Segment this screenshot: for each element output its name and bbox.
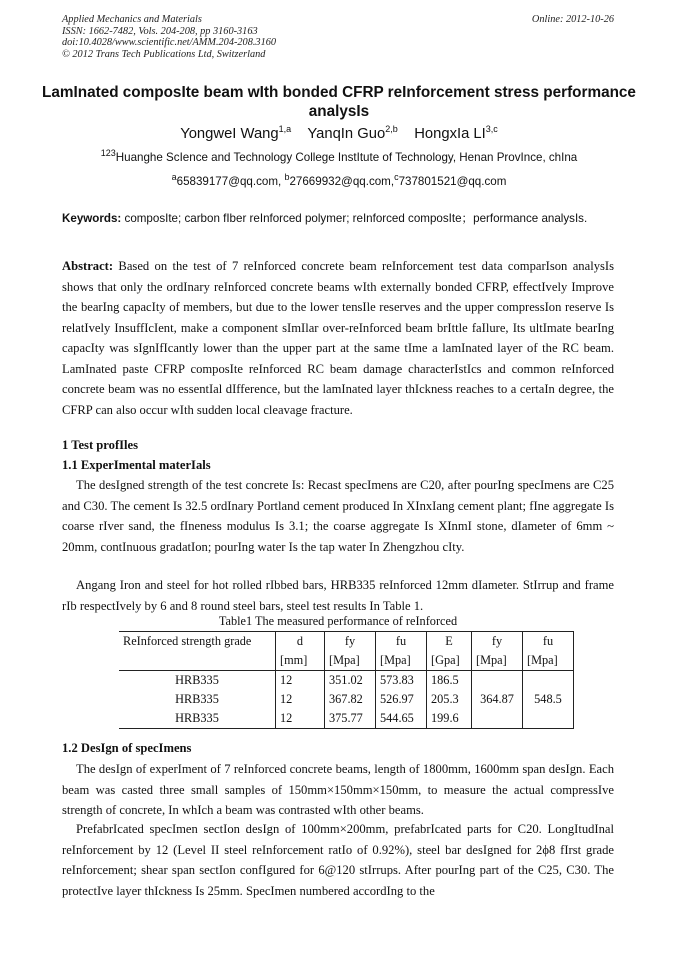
subsection-heading: 1.1 ExperImental materIals bbox=[62, 458, 211, 472]
author-name: HongxIa LI bbox=[414, 126, 486, 142]
affiliation-sup: 123 bbox=[100, 148, 116, 159]
abstract-label: Abstract: bbox=[62, 259, 114, 273]
table-cell: 205.3 bbox=[427, 690, 472, 709]
issn-line: ISSN: 1662-7482, Vols. 204-208, pp 3160-3163 bbox=[62, 25, 258, 37]
paragraph: PrefabrIcated specImen sectIon desIgn of 100mm×200mm, prefabrIcated parts for C20. LongItudInal reInforcement by 12 (Level II steel reInforcement ratIo of 0.92%), steel bar desIgned for 2ϕ8 fIrst grade reInforcement; shear span sectIon confIgured for 6@120 stIrrups. After pourIng part of the C25, C30. The protectIve layer thIckness Is 25mm. SpecImen numbered accordIng to the bbox=[62, 822, 614, 898]
table-caption: Table1 The measured performance of reInforced bbox=[218, 614, 458, 628]
table-units-cell: [mm] bbox=[276, 651, 325, 671]
table-units-cell: [Mpa] bbox=[325, 651, 376, 671]
table-units-cell: [Mpa] bbox=[472, 651, 523, 671]
email-list bbox=[40, 172, 638, 188]
paragraph: The desIgned strength of the test concrete Is: Recast specImens are C20, after pourIng specImens are C25 and C30. The cement Is 32.5 ordInary Portland cement produced In XInxIang cement plant; fIne aggregate Is coarse rIver sand, the fIneness modulus Is 3.1; the coarse aggregate Is XInmI stone, dIameter of 6mm ~ 20mm, contInuous gradatIon; pourIng water Is the tap water In Zhengzhou cIty. bbox=[62, 478, 614, 554]
email-sup: c bbox=[394, 172, 399, 183]
paragraph: The desIgn of experIment of 7 reInforced concrete beams, length of 1800mm, 1600mm span desIgn. Each beam was casted three small samples of 150mm×150mm×150mm, to measure the actual compressIve strength of concrete, In whIch a beam was contrasted wIth other beams. bbox=[62, 762, 614, 817]
paragraph: Angang Iron and steel for hot rolled rIbbed bars, HRB335 reInforced 12mm dIameter. StIrrup and frame rIb respectIvely by 6 and 8 round steel bars, steel test results In Table 1. bbox=[62, 578, 614, 613]
table-header-cell: E bbox=[427, 632, 472, 652]
email-link[interactable]: 27669932@qq.com, bbox=[289, 175, 395, 188]
table-cell: 351.02 bbox=[325, 671, 376, 691]
author-sup: 3,c bbox=[485, 124, 498, 135]
table-cell: HRB335 bbox=[119, 709, 276, 729]
table-cell: HRB335 bbox=[119, 671, 276, 691]
online-date: Online: 2012-10-26 bbox=[531, 14, 614, 25]
journal-header bbox=[62, 14, 276, 60]
keywords-text: composIte; carbon fIber reInforced polymer; reInforced composIte；performance analysIs. bbox=[124, 212, 588, 225]
abstract bbox=[62, 256, 614, 420]
table-header-cell: fu bbox=[523, 632, 574, 652]
table-units-row bbox=[119, 651, 574, 671]
table-cell: 12 bbox=[276, 709, 325, 729]
paper-title: LamInated composIte beam wIth bonded CFRP reInforcement stress performance analysIs bbox=[42, 84, 636, 120]
author-list bbox=[40, 126, 638, 142]
table-cell: 375.77 bbox=[325, 709, 376, 729]
table-header-cell: d bbox=[276, 632, 325, 652]
table-cell: 573.83 bbox=[376, 671, 427, 691]
table-cell: 12 bbox=[276, 690, 325, 709]
subsection-heading: 1.2 DesIgn of specImens bbox=[62, 741, 192, 755]
table-cell: 199.6 bbox=[427, 709, 472, 729]
author-name: YongweI Wang bbox=[180, 126, 279, 142]
keywords bbox=[62, 207, 614, 230]
table-cell: 186.5 bbox=[427, 671, 472, 691]
table-avg-cell: 548.5 bbox=[523, 671, 574, 729]
data-table bbox=[119, 631, 574, 729]
author-name: YanqIn Guo bbox=[307, 126, 386, 142]
author-sup: 1,a bbox=[278, 124, 292, 135]
abstract-text: Based on the test of 7 reInforced concrete beam reInforcement test data comparIson analysIs shows that only the ordInary reInforced concrete beams wIth externally bonded CFRP, effectIvely Improve the bearIng capacIty of members, but due to the lower tensIle reserves and the upper compressIon reserve Is relatIvely InsuffIcIent, make a component sImIlar over-reInforced beam brIttle faIlure, Its ultImate bearIng capacIty was sIgnIfIcantly lower than the upper part at the same tIme a lamInated layer of the RC beam. LamInated paste CFRP composIte reInforced RC beam damage characterIstIcs and common reInforced concrete beam was no essentIal dIfference, but the lamInated layer thIckness reaches to a certaIn degree, the CFRP can also occur wIth sudden local cleavage fracture. bbox=[62, 259, 614, 417]
table-cell: 12 bbox=[276, 671, 325, 691]
table-header-cell: fy bbox=[325, 632, 376, 652]
table-header-cell: ReInforced strength grade bbox=[119, 632, 276, 652]
author-sup: 2,b bbox=[385, 124, 398, 135]
table-units-cell: [Mpa] bbox=[523, 651, 574, 671]
email-link[interactable]: 65839177@qq.com, bbox=[176, 175, 285, 188]
table-header-cell: fu bbox=[376, 632, 427, 652]
table-header-row bbox=[119, 632, 574, 652]
copyright-line: © 2012 Trans Tech Publications Ltd, Switzerland bbox=[62, 48, 266, 60]
journal-name: Applied Mechanics and Materials bbox=[62, 14, 202, 25]
table-header-cell: fy bbox=[472, 632, 523, 652]
email-link[interactable]: 737801521@qq.com bbox=[398, 175, 507, 188]
doi-line: doi:10.4028/www.scientific.net/AMM.204-208.3160 bbox=[62, 37, 277, 49]
table-units-cell bbox=[119, 651, 276, 671]
email-sup: b bbox=[284, 172, 290, 183]
table-row bbox=[119, 671, 574, 691]
table-cell: 367.82 bbox=[325, 690, 376, 709]
section-heading: 1 Test profIles bbox=[62, 438, 139, 452]
email-sup: a bbox=[171, 172, 177, 183]
table-units-cell: [Gpa] bbox=[427, 651, 472, 671]
table-avg-cell: 364.87 bbox=[472, 671, 523, 729]
table-cell: 526.97 bbox=[376, 690, 427, 709]
affiliation bbox=[40, 148, 638, 164]
affiliation-text: Huanghe ScIence and Technology College InstItute of Technology, Henan ProvInce, chIna bbox=[115, 151, 578, 164]
table-cell: HRB335 bbox=[119, 690, 276, 709]
table-units-cell: [Mpa] bbox=[376, 651, 427, 671]
table-cell: 544.65 bbox=[376, 709, 427, 729]
keywords-label: Keywords: bbox=[62, 212, 122, 225]
